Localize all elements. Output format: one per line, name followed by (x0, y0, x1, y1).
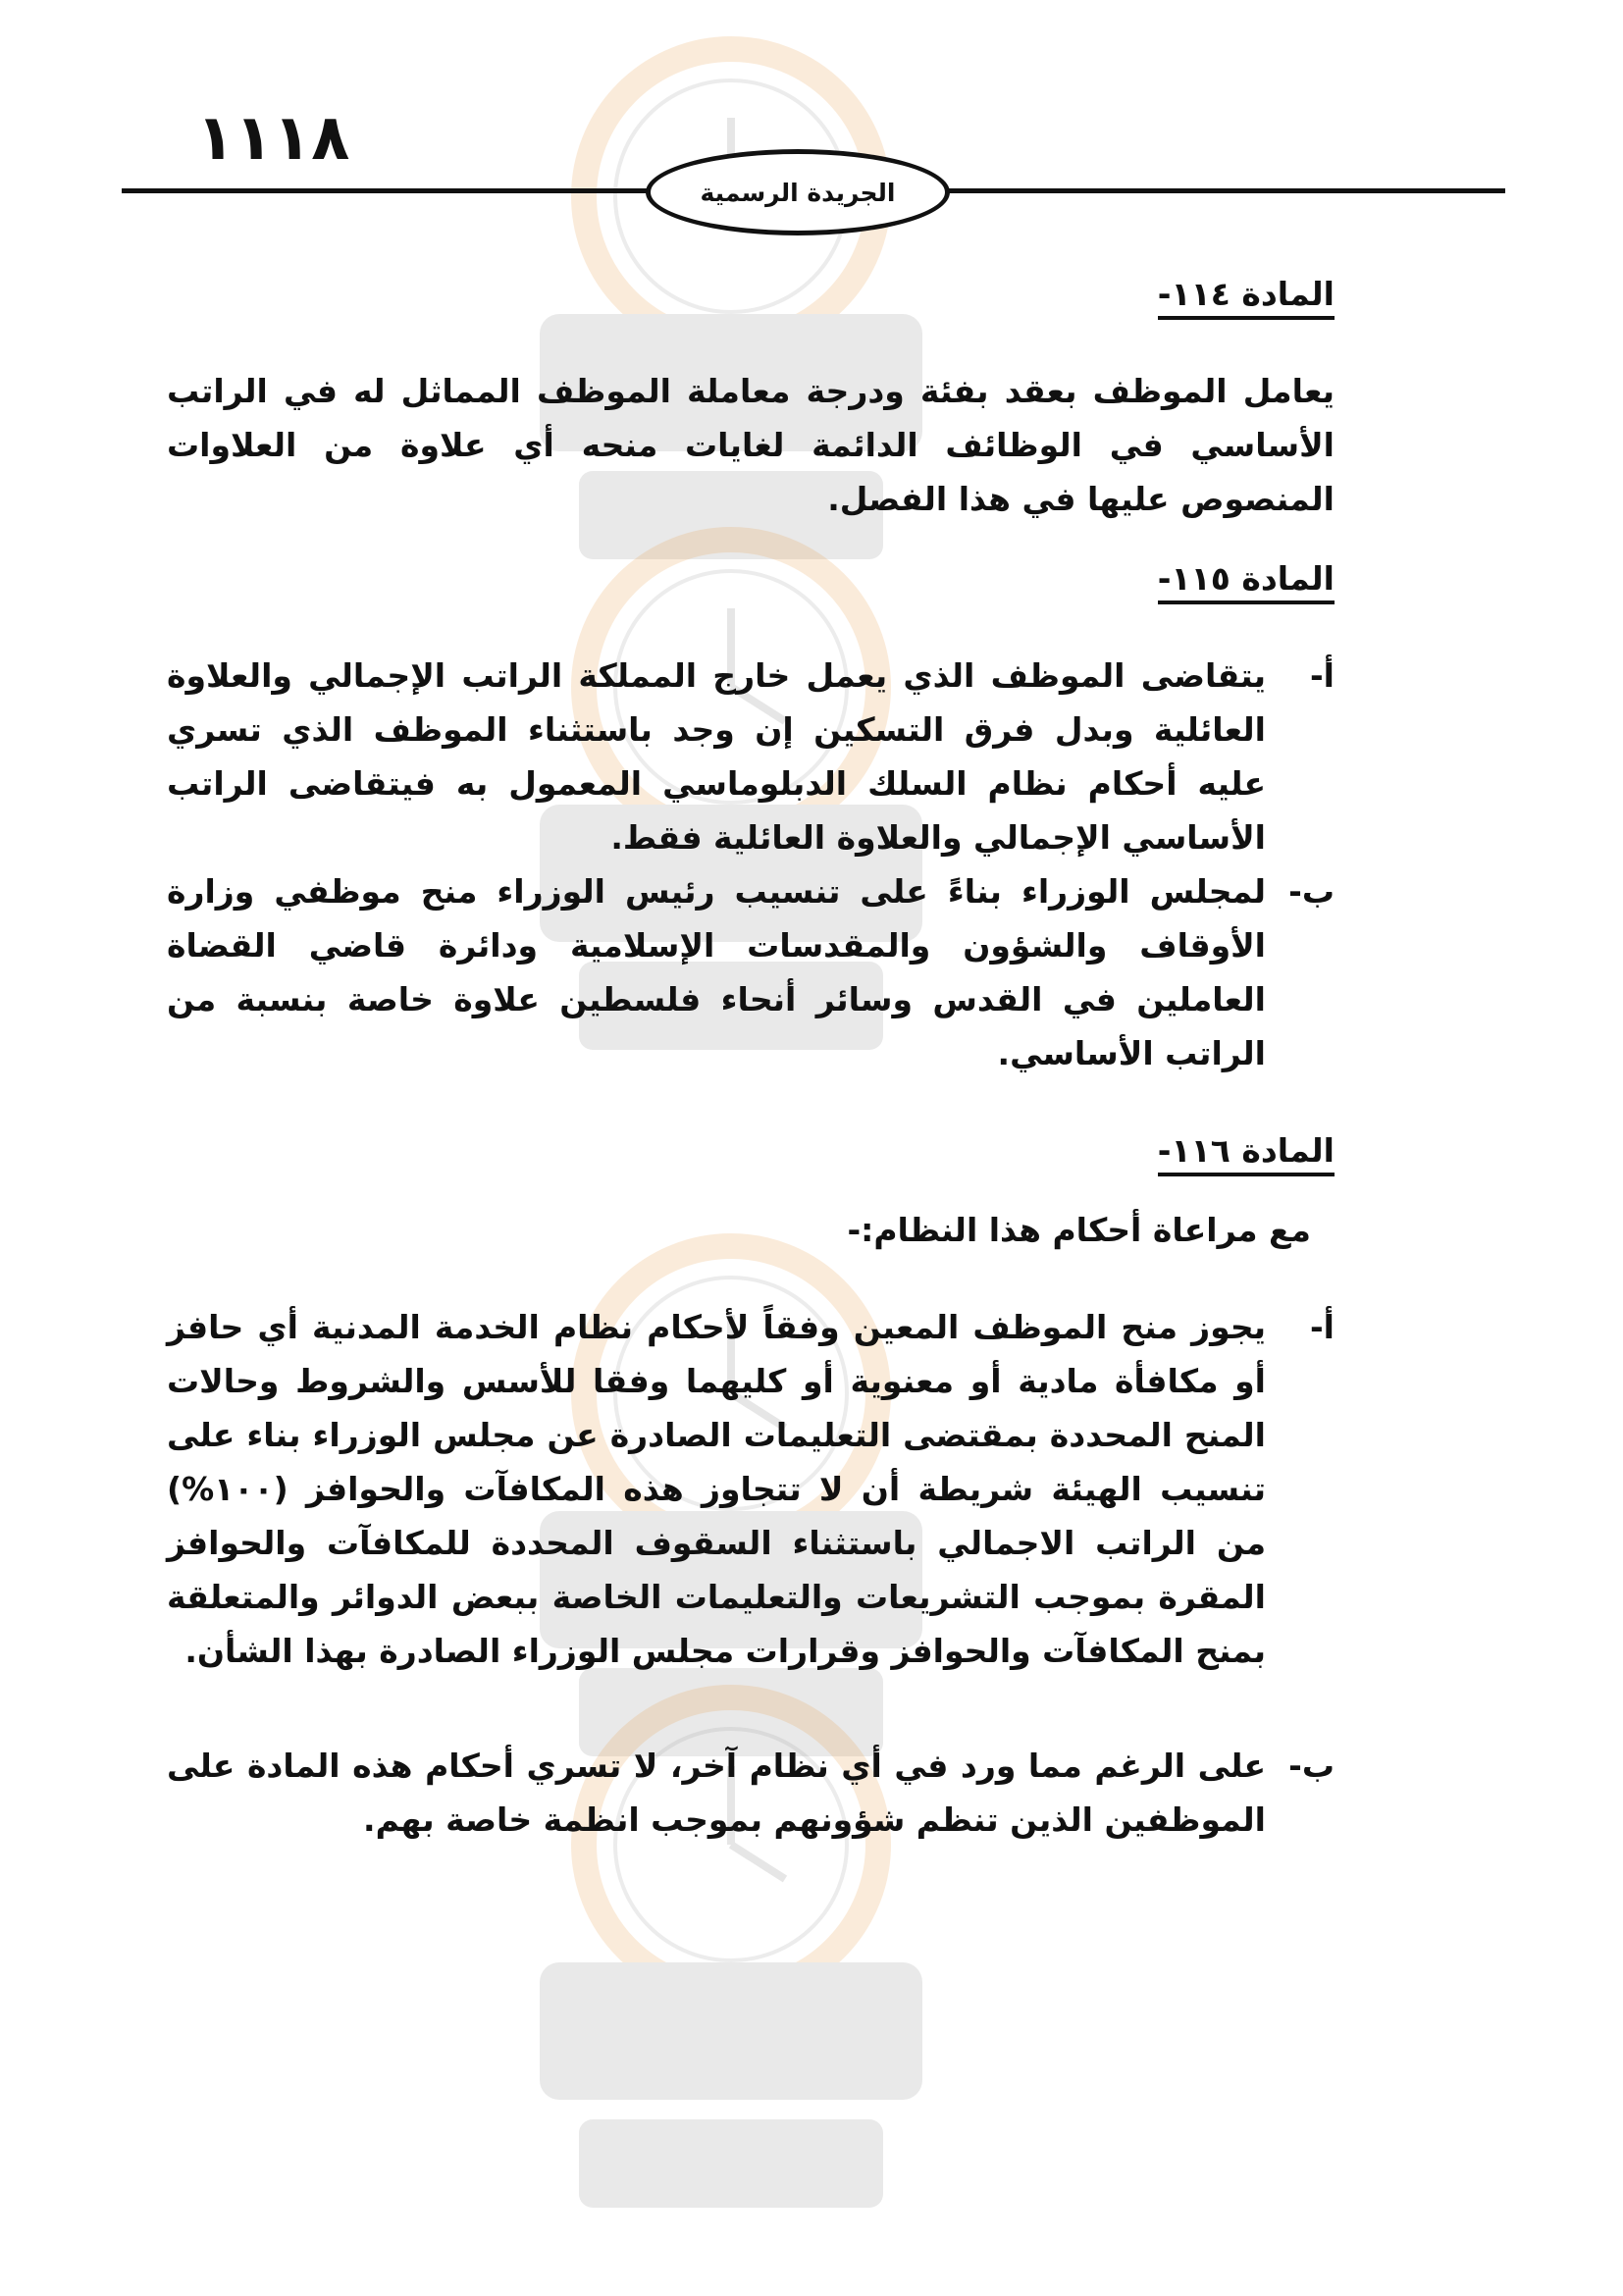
list-item (167, 1300, 1335, 1678)
item-text: يجوز منح الموظف المعين وفقاً لأحكام نظام الخدمة المدنية أي حافز أو مكافأة مادية أو معنوية أو كليهما وفقا للأسس والشروط وحالات المنح المحددة بمقتضى التعليمات الصادرة عن مجلس الوزراء بناء على تنسيب الهيئة شريطة أن لا تتجاوز هذه المكافآت والحوافز (١٠٠%) من الراتب الاجمالي باستثناء السقوف المحددة للمكافآت والحوافز المقرة بموجب التشريعات والتعليمات الخاصة ببعض الدوائر والمتعلقة بمنح المكافآت والحوافز وقرارات مجلس الوزراء الصادرة بهذا الشأن. (167, 1308, 1266, 1670)
item-marker: أ- (1309, 1308, 1335, 1346)
gazette-title: الجريدة الرسمية (700, 178, 896, 207)
item-text: على الرغم مما ورد في أي نظام آخر، لا تسري أحكام هذه المادة على الموظفين الذين تنظم شؤونهم بموجب انظمة خاصة بهم. (167, 1747, 1266, 1839)
list-item (167, 649, 1335, 864)
page-number: ١١١٨ (196, 102, 350, 175)
item-text: لمجلس الوزراء بناءً على تنسيب رئيس الوزراء منح موظفي وزارة الأوقاف والشؤون والمقدسات الإسلامية ودائرة قاضي القضاة العاملين في القدس وسائر أنحاء فلسطين علاوة خاصة بنسبة من الراتب الأساسي. (167, 872, 1266, 1072)
item-marker: ب- (1288, 872, 1335, 911)
article-116 (167, 1123, 1335, 1847)
gazette-title-badge (646, 149, 950, 235)
article-title: المادة ١١٥- (1158, 557, 1335, 604)
list-item (167, 864, 1335, 1080)
list-item (167, 1739, 1335, 1847)
item-marker: ب- (1288, 1747, 1335, 1785)
document-body (167, 267, 1335, 1847)
article-title: المادة ١١٦- (1158, 1129, 1335, 1176)
item-text: يتقاضى الموظف الذي يعمل خارج المملكة الراتب الإجمالي والعلاوة العائلية وبدل فرق التسكين إن وجد باستثناء الموظف الذي تسري عليه أحكام نظام السلك الدبلوماسي المعمول به فيتقاضى الراتب الأساسي الإجمالي والعلاوة العائلية فقط. (167, 656, 1266, 857)
article-115 (167, 551, 1335, 1080)
article-intro: مع مراعاة أحكام هذا النظام:- (847, 1211, 1311, 1249)
article-title: المادة ١١٤- (1158, 273, 1335, 320)
item-marker: أ- (1309, 656, 1335, 695)
article-114 (167, 267, 1335, 526)
article-paragraph: يعامل الموظف بعقد بفئة ودرجة معاملة الموظف المماثل له في الراتب الأساسي في الوظائف الدائمة لغايات منحه أي علاوة من العلاوات المنصوص عليها في هذا الفصل. (167, 372, 1335, 518)
